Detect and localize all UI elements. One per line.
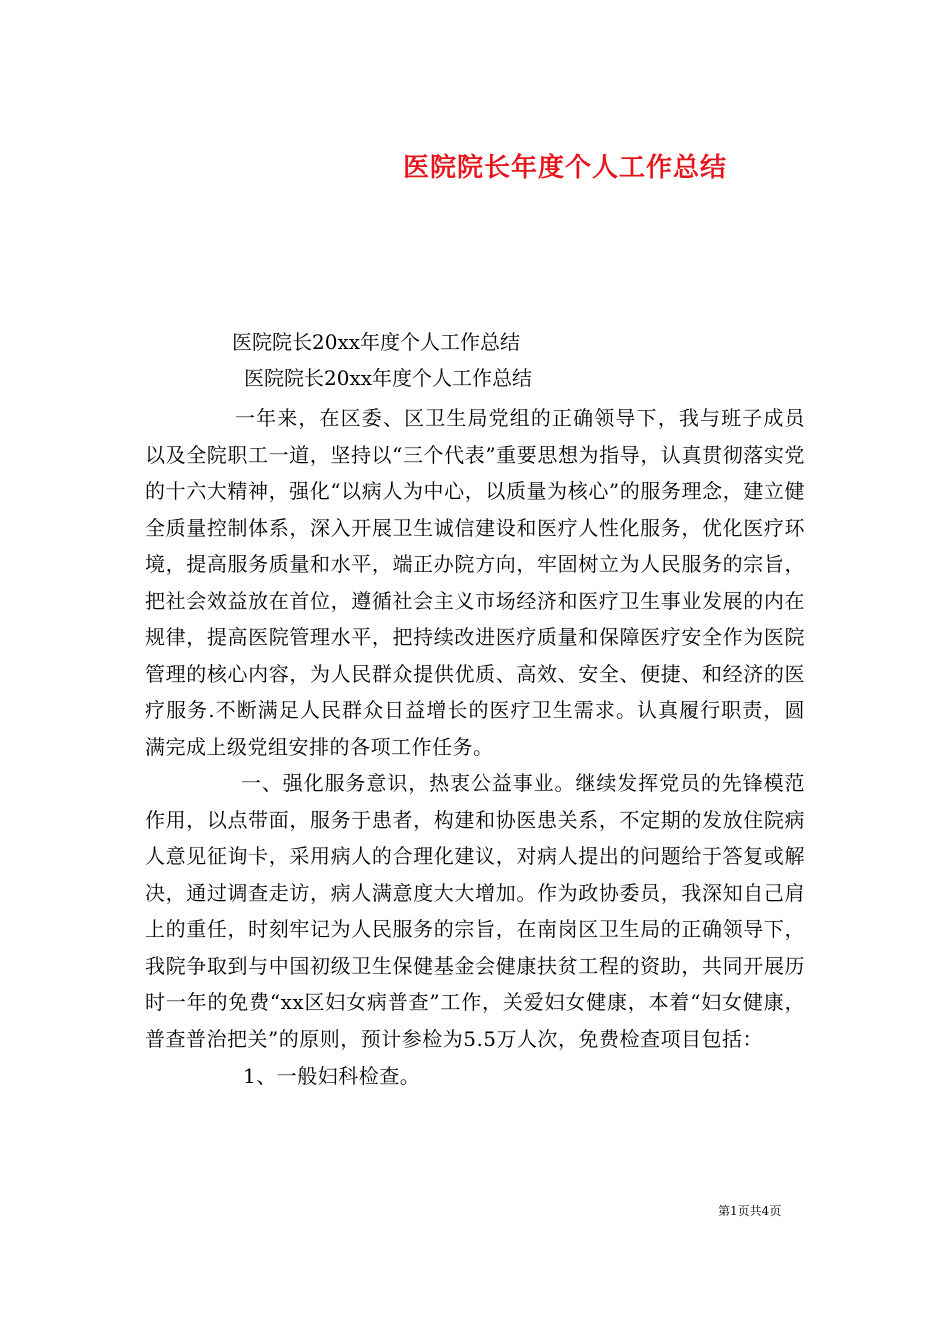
body-paragraph-list-item-1: 1、一般妇科检查。 (243, 1064, 421, 1088)
subtitle-line-1: 医院院长20xx年度个人工作总结 (232, 330, 521, 354)
subtitle-line-2: 医院院长20xx年度个人工作总结 (244, 366, 533, 390)
body-paragraph-intro: 一年来，在区委、区卫生局党组的正确领导下，我与班子成员以及全院职工一道，坚持以“三个代表”重要思想为指导，认真贯彻落实党的十六大精神，强化“以病人为中心，以质量为核心”的服务理念，建立健全质量控制体系，深入开展卫生诚信建设和医疗人性化服务，优化医疗环境，提高服务质量和水平，端正办院方向，牢固树立为人民服务的宗旨，把社会效益放在首位，遵循社会主义市场经济和医疗卫生事业发展的内在规律，提高医院管理水平，把持续改进医疗质量和保障医疗安全作为医院管理的核心内容，为人民群众提供优质、高效、安全、便捷、和经济的医疗服务.不断满足人民群众日益增长的医疗卫生需求。认真履行职责，圆满完成上级党组安排的各项工作任务。 (145, 406, 805, 759)
document-body (145, 400, 805, 1095)
page-number-footer: 第1页共4页 (718, 1204, 782, 1218)
document-title: 医院院长年度个人工作总结 (402, 153, 727, 184)
body-paragraph-section-1: 一、强化服务意识，热衷公益事业。继续发挥党员的先锋模范作用，以点带面，服务于患者，构建和协医患关系，不定期的发放住院病人意见征询卡，采用病人的合理化建议，对病人提出的问题给于答复或解决，通过调查走访，病人满意度大大增加。作为政协委员，我深知自己肩上的重任，时刻牢记为人民服务的宗旨，在南岗区卫生局的正确领导下，我院争取到与中国初级卫生保健基金会健康扶贫工程的资助，共同开展历时一年的免费“xx区妇女病普查”工作，关爱妇女健康，本着“妇女健康，普查普治把关”的原则，预计参检为5.5万人次，免费检查项目包括： (145, 771, 805, 1051)
